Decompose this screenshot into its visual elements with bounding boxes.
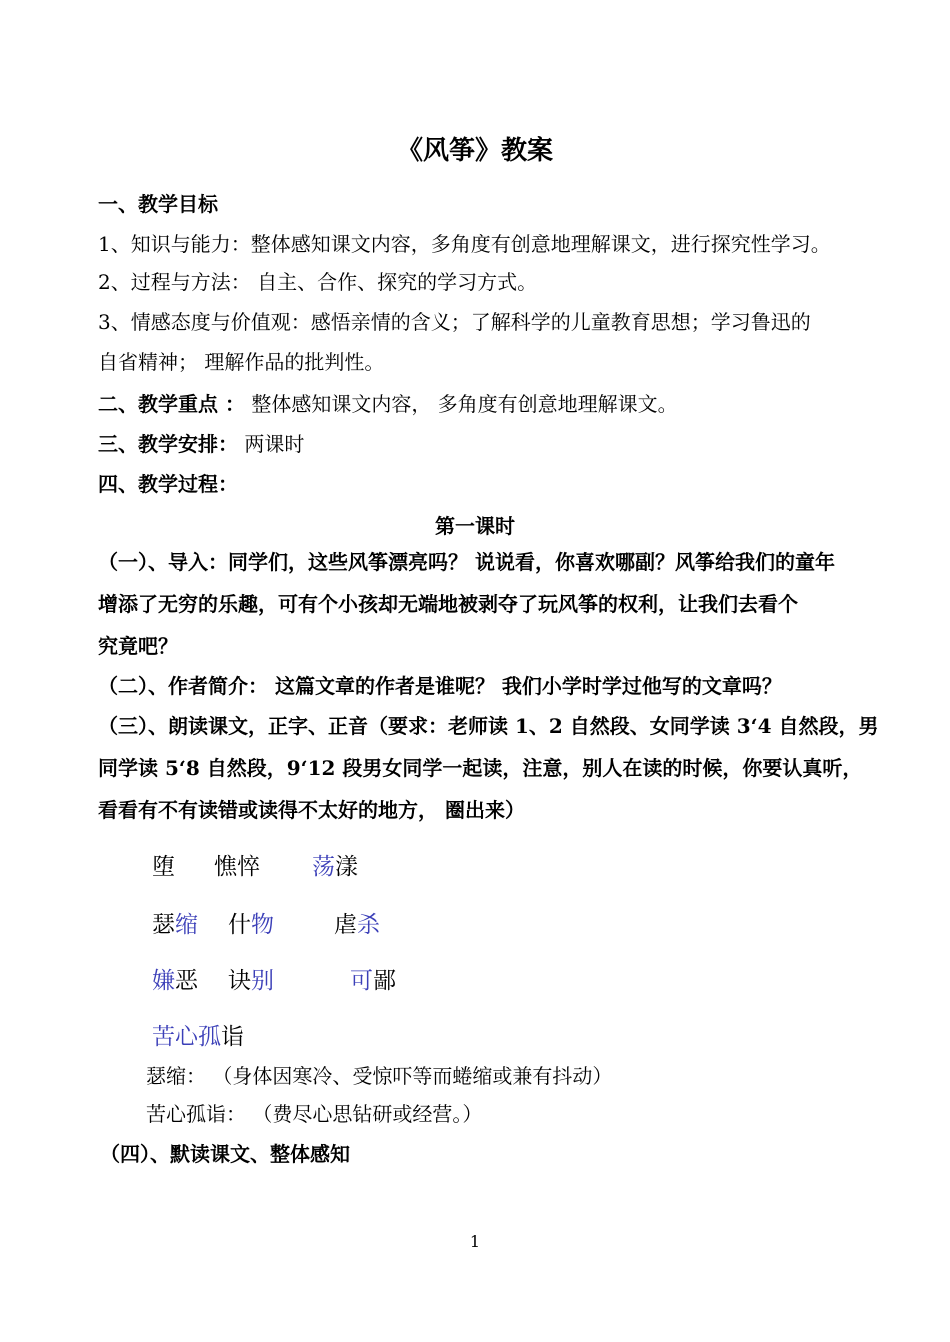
step3-line-c: 看看有不有读错或读得不太好的地方， 圈出来） <box>98 798 525 822</box>
focus-line <box>98 390 678 418</box>
vocab-word: 荡漾 <box>312 854 358 880</box>
page-number: 1 <box>469 1232 481 1251</box>
step1-line-a: （一）、导入：同学们，这些风筝漂亮吗？ 说说看，你喜欢哪副？风筝给我们的童年 <box>98 550 835 574</box>
vocab-word: 诀别 <box>228 968 274 994</box>
schedule-text: 两课时 <box>238 432 305 456</box>
step4-line: （四）、默读课文、整体感知 <box>100 1142 350 1166</box>
goal-line-3b: 自省精神； 理解作品的批判性。 <box>98 350 385 374</box>
vocab-word: 苦心孤诣 <box>152 1024 244 1050</box>
vocab-word: 什物 <box>228 912 274 938</box>
lesson-title: 第一课时 <box>435 514 515 538</box>
vocab-word: 憔悴 <box>214 854 260 880</box>
section-heading-focus: 二、教学重点 ： <box>98 392 245 416</box>
definition-line-2: 苦心孤诣： （费尽心思钻研或经营。） <box>146 1102 483 1126</box>
step1-line-b: 增添了无穷的乐趣，可有个小孩却无端地被剥夺了玩风筝的权利，让我们去看个 <box>98 592 798 616</box>
step3-line-a: （三）、朗读课文，正字、正音（要求：老师读 1、2 自然段、女同学读 3‘4 自然段，男 <box>98 714 879 738</box>
step1-line-c: 究竟吧？ <box>98 634 178 658</box>
vocab-word: 虐杀 <box>334 912 380 938</box>
section-heading-process: 四、教学过程： <box>98 472 238 496</box>
goal-line-1: 1、知识与能力：整体感知课文内容，多角度有创意地理解课文，进行探究性学习。 <box>98 232 831 256</box>
section-heading-goals: 一、教学目标 <box>98 192 218 216</box>
goal-line-2: 2、过程与方法： 自主、合作、探究的学习方式。 <box>98 270 538 294</box>
step2-line: （二）、作者简介： 这篇文章的作者是谁呢？ 我们小学时学过他写的文章吗？ <box>98 674 782 698</box>
vocab-word: 瑟缩 <box>152 912 198 938</box>
vocab-word: 堕 <box>152 854 175 880</box>
focus-text: 整体感知课文内容， 多角度有创意地理解课文。 <box>244 392 678 416</box>
definition-line-1: 瑟缩： （身体因寒冷、受惊吓等而蜷缩或兼有抖动） <box>146 1064 613 1088</box>
section-heading-schedule: 三、教学安排： <box>98 432 238 456</box>
schedule-line <box>98 430 304 458</box>
vocab-word: 可鄙 <box>350 968 396 994</box>
page-title: 《风筝》教案 <box>396 136 553 166</box>
step3-line-b: 同学读 5‘8 自然段，9‘12 段男女同学一起读，注意，别人在读的时候，你要认真听， <box>98 756 863 780</box>
vocab-word: 嫌恶 <box>152 968 198 994</box>
goal-line-3a: 3、情感态度与价值观：感悟亲情的含义；了解科学的儿童教育思想；学习鲁迅的 <box>98 310 811 334</box>
